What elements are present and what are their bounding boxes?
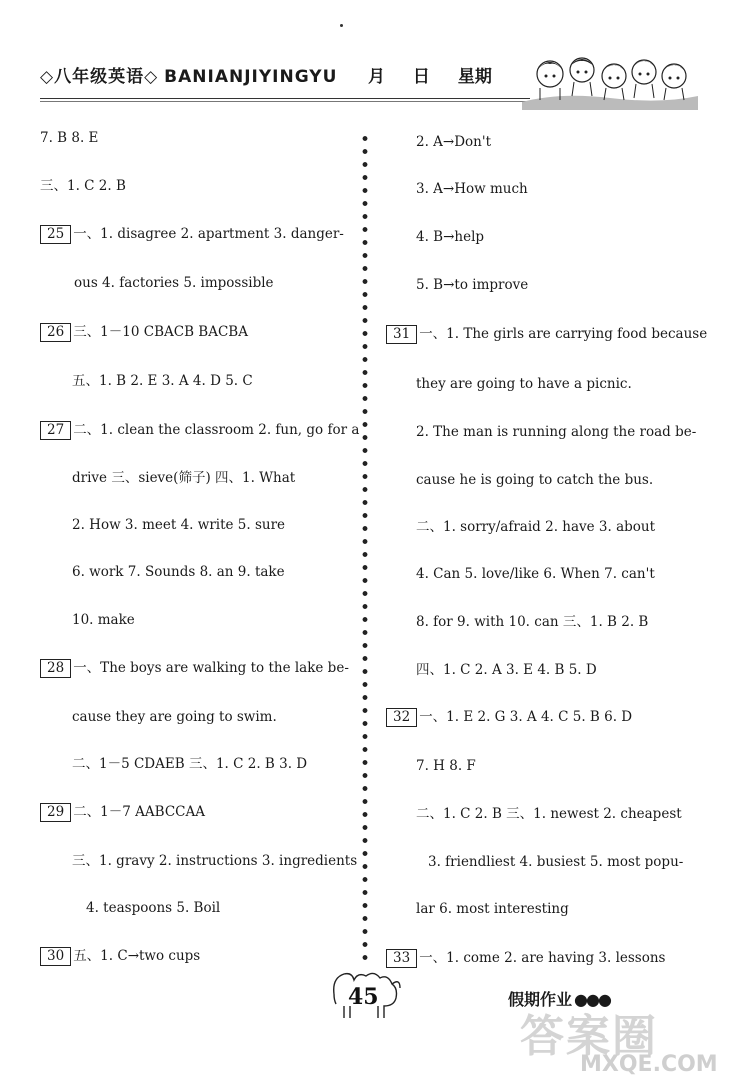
answer-line: 31 一、1. The girls are carrying food because: [386, 324, 707, 344]
answer-line: cause they are going to swim.: [72, 709, 277, 725]
answer-line: 3. friendliest 4. busiest 5. most popu-: [428, 854, 684, 870]
page-number-box: 30: [40, 947, 71, 966]
answer-line: cause he is going to catch the bus.: [416, 472, 654, 488]
page-number-box: 25: [40, 225, 71, 244]
answer-line: 8. for 9. with 10. can 三、1. B 2. B: [416, 614, 649, 630]
answer-line: 2. A→Don't: [416, 134, 492, 150]
month-label: 月: [368, 67, 385, 87]
page-number-box: 32: [386, 708, 417, 727]
answer-line: they are going to have a picnic.: [416, 376, 632, 392]
page-number: 45: [348, 984, 379, 1010]
answer-line: 三、1. gravy 2. instructions 3. ingredients: [72, 853, 358, 869]
answer-line: 2. The man is running along the road be-: [416, 424, 697, 440]
answer-line: 10. make: [72, 612, 135, 628]
answer-line: 四、1. C 2. A 3. E 4. B 5. D: [416, 662, 597, 678]
cartoon-children-illustration: [520, 52, 700, 110]
answer-line: 32 一、1. E 2. G 3. A 4. C 5. B 6. D: [386, 707, 632, 727]
page-number-box: 28: [40, 659, 71, 678]
answer-line: 4. B→help: [416, 229, 485, 245]
answer-line: 3. A→How much: [416, 181, 528, 197]
top-dot: [340, 24, 343, 27]
header-title: [40, 62, 337, 87]
camel-page-number: [326, 964, 406, 1022]
watermark-text: 答案圈: [520, 1011, 658, 1062]
answer-line: 二、1－5 CDAEB 三、1. C 2. B 3. D: [72, 756, 308, 772]
answer-line: 5. B→to improve: [416, 277, 529, 293]
answer-line: 27 二、1. clean the classroom 2. fun, go for a: [40, 420, 359, 440]
answer-line: 33 一、1. come 2. are having 3. lessons: [386, 948, 665, 968]
answer-line: 28 一、The boys are walking to the lake be-: [40, 658, 349, 678]
answer-line: 7. H 8. F: [416, 758, 476, 774]
page-number-box: 26: [40, 323, 71, 342]
answer-line: ous 4. factories 5. impossible: [74, 275, 274, 291]
answer-line: 4. teaspoons 5. Boil: [86, 900, 221, 916]
answer-line: 二、1. C 2. B 三、1. newest 2. cheapest: [416, 806, 682, 822]
holiday-label: 假期作业: [508, 990, 573, 1009]
date-fields: [368, 62, 514, 87]
header-rule-thin: [40, 101, 530, 102]
page-number-box: 27: [40, 421, 71, 440]
answer-line: 五、1. B 2. E 3. A 4. D 5. C: [72, 373, 253, 389]
answer-line: drive 三、sieve(筛子) 四、1. What: [72, 470, 296, 486]
page-number-box: 33: [386, 949, 417, 968]
answer-line: 三、1. C 2. B: [40, 178, 126, 194]
answer-line: 2. How 3. meet 4. write 5. sure: [72, 517, 286, 533]
watermark-url: MXQE.COM: [580, 1052, 718, 1077]
page-number-box: 29: [40, 803, 71, 822]
day-label: 日: [412, 67, 430, 87]
answer-line: 26 三、1－10 CBACB BACBA: [40, 322, 248, 342]
subject-pinyin: BANIANJIYINGYU: [164, 67, 338, 87]
subject-title: ◇八年级英语◇: [40, 67, 159, 87]
answer-line: 25 一、1. disagree 2. apartment 3. danger-: [40, 224, 344, 244]
answer-line: 29 二、1－7 AABCCAA: [40, 802, 205, 822]
answer-line: lar 6. most interesting: [416, 901, 569, 917]
answer-line: 二、1. sorry/afraid 2. have 3. about: [416, 519, 656, 535]
weekday-label: 星期: [457, 67, 492, 87]
header-rule: [40, 98, 530, 99]
holiday-dots: ●●●: [574, 990, 610, 1009]
page-number-box: 31: [386, 325, 417, 344]
answer-line: 30 五、1. C→two cups: [40, 946, 200, 966]
answer-line: 6. work 7. Sounds 8. an 9. take: [72, 564, 285, 580]
column-divider: [360, 132, 370, 962]
answer-line: 7. B 8. E: [40, 130, 99, 146]
answer-line: 4. Can 5. love/like 6. When 7. can't: [416, 566, 655, 582]
